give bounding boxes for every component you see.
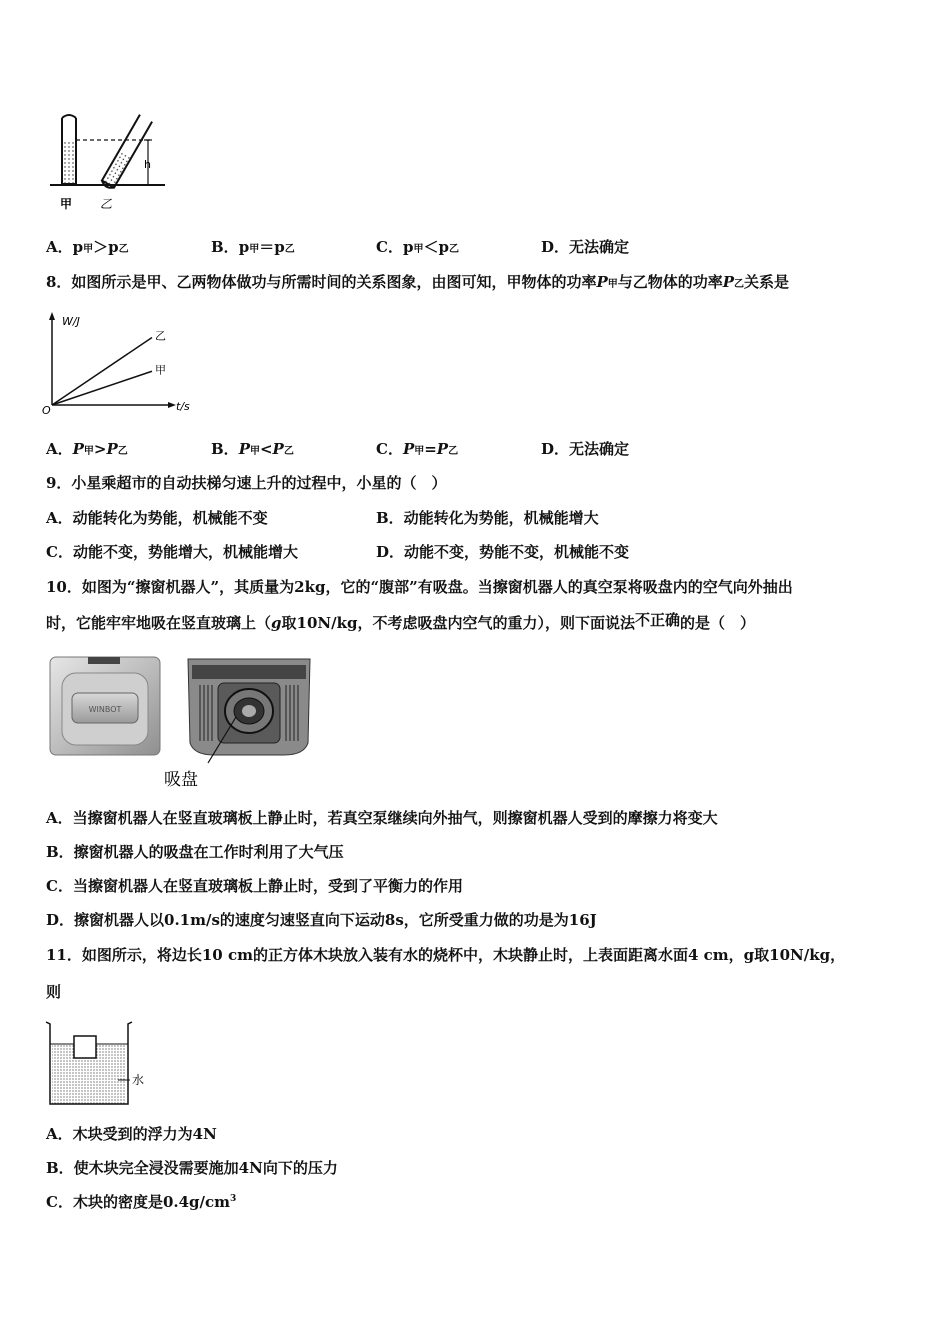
q8-xlabel: t/s	[176, 400, 190, 413]
q11-option-c: C．木块的密度是$0.4g/cm^3$	[46, 1193, 237, 1211]
q8-option-d: D．无法确定	[541, 440, 630, 458]
robot-back-image	[164, 653, 314, 793]
water-label: 水	[132, 1073, 145, 1087]
suction-cup-label: 吸盘	[164, 770, 198, 790]
q7-option-c: C．p甲＜p乙	[376, 238, 459, 256]
robot-brand-label: WINBOT	[88, 705, 122, 714]
q7-option-d: D．无法确定	[541, 238, 630, 256]
q8-option-b: B．P甲<P乙	[211, 440, 294, 458]
q7-option-a: A．p甲＞p乙	[46, 238, 129, 256]
q8-x-arrow	[168, 402, 176, 408]
q9-option-b: B．动能转化为势能，机械能增大	[376, 509, 599, 527]
q7-option-b: B．p甲＝p乙	[211, 238, 295, 256]
q10-option-a: A．当擦窗机器人在竖直玻璃板上静止时，若真空泵继续向外抽气，则擦窗机器人受到的摩擦力将变大	[46, 809, 718, 827]
q10-stem-line2: 时，它能牢牢地吸在竖直玻璃上（g取10N/kg，不考虑吸盘内空气的重力），则下面说法不正确的是（ ）	[46, 611, 755, 632]
q10-option-d: D．擦窗机器人以0.1m/s的速度匀速竖直向下运动8s，它所受重力做的功是为16J	[46, 911, 597, 929]
q9-option-c: C．动能不变，势能增大，机械能增大	[46, 543, 298, 561]
robot-front-image	[48, 653, 163, 758]
q8-series-label-1: 甲	[155, 363, 166, 377]
q8-ylabel: W/J	[62, 315, 80, 328]
q11-option-b: B．使木块完全浸没需要施加4N向下的压力	[46, 1159, 338, 1177]
q11-option-a: A．木块受到的浮力为4N	[46, 1125, 217, 1143]
q11-stem-line1: 11．如图所示，将边长10 cm的正方体木块放入装有水的烧杯中，木块静止时，上表面距离水面4 cm，g取10N/kg，	[46, 946, 846, 964]
q9-option-a: A．动能转化为势能，机械能不变	[46, 509, 268, 527]
q8-series-line-0	[52, 338, 152, 406]
q10-stem-line1: 10．如图为“擦窗机器人”，其质量为2kg，它的“腹部”有吸盘。当擦窗机器人的真空泵将吸盘内的空气向外抽出	[46, 578, 793, 596]
q8-origin: O	[42, 404, 51, 417]
q7-tubes-figure	[40, 110, 170, 215]
q7-h-label: h	[144, 158, 151, 171]
q9-option-d: D．动能不变，势能不变，机械能不变	[376, 543, 630, 561]
q7-label-jia: 甲	[60, 197, 73, 211]
q10-option-c: C．当擦窗机器人在竖直玻璃板上静止时，受到了平衡力的作用	[46, 877, 463, 895]
q11-beaker-figure	[42, 1018, 157, 1108]
q8-series-label-0: 乙	[155, 329, 166, 343]
q11-stem-line2: 则	[46, 983, 62, 1001]
q8-option-a: A．P甲>P乙	[46, 440, 128, 458]
q8-option-c: C．P甲=P乙	[376, 440, 459, 458]
q7-label-yi: 乙	[100, 197, 113, 211]
q10-option-b: B．擦窗机器人的吸盘在工作时利用了大气压	[46, 843, 344, 861]
q8-stem: 8．如图所示是甲、乙两物体做功与所需时间的关系图象，由图可知，甲物体的功率P甲与乙物体的功率P乙关系是	[46, 273, 790, 291]
q8-series-line-1	[52, 371, 152, 405]
q8-y-arrow	[49, 312, 55, 320]
q9-stem: 9．小星乘超市的自动扶梯匀速上升的过程中，小星的（ ）	[46, 474, 447, 492]
q8-chart	[40, 310, 200, 420]
